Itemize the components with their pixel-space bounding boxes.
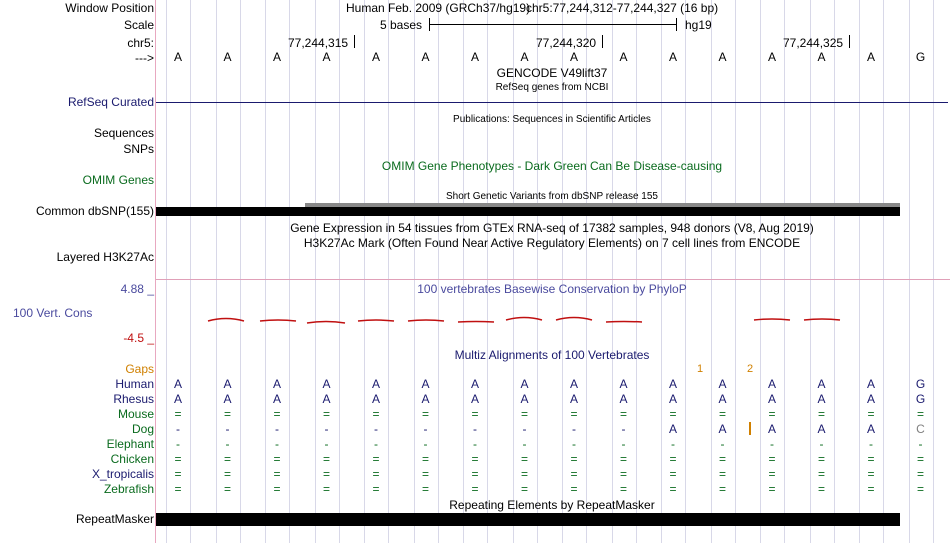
base-letter: A: [569, 377, 578, 391]
base-letter: =: [570, 452, 578, 466]
species-label-x-tropicalis[interactable]: X_tropicalis: [91, 467, 154, 481]
base-letter: -: [374, 437, 378, 451]
base-letter: A: [817, 50, 826, 64]
base-letter: -: [522, 422, 527, 436]
base-letter: =: [768, 482, 776, 496]
base-letter: =: [421, 467, 429, 481]
scale-bar: [429, 24, 677, 25]
base-letter: =: [223, 482, 231, 496]
base-letter: =: [223, 407, 231, 421]
base-letter: A: [569, 50, 578, 64]
cons-segment: [307, 322, 345, 324]
base-letter: -: [423, 422, 428, 436]
base-letter: -: [374, 422, 378, 436]
base-letter: A: [371, 50, 380, 64]
base-letter: =: [520, 407, 528, 421]
base-letter: =: [372, 452, 380, 466]
base-letter: =: [322, 467, 330, 481]
base-letter: A: [569, 392, 578, 406]
base-letter: -: [324, 437, 329, 451]
base-letter: G: [915, 392, 926, 406]
base-letter: =: [916, 482, 924, 496]
base-letter: =: [372, 482, 380, 496]
base-letter: A: [866, 377, 875, 391]
base-letter: A: [223, 377, 232, 391]
base-letter: -: [918, 437, 923, 451]
scale-label: Scale: [123, 18, 154, 32]
tick-label: 77,244,325: [783, 36, 844, 50]
gencode-track-title[interactable]: GENCODE V49lift37: [496, 66, 608, 80]
base-letter: A: [718, 50, 727, 64]
base-letter: G: [915, 50, 926, 64]
scale-bar-left-tick: [429, 18, 430, 31]
base-letter: A: [668, 392, 677, 406]
base-letter: A: [272, 50, 281, 64]
base-letter: A: [718, 377, 727, 391]
base-letter: -: [176, 437, 180, 451]
base-letter: =: [817, 482, 825, 496]
base-letter: =: [372, 407, 380, 421]
base-letter: A: [668, 377, 677, 391]
base-letter: =: [223, 452, 231, 466]
cons-segment: [208, 319, 244, 322]
conservation-track-title[interactable]: 100 vertebrates Basewise Conservation by PhyloP: [417, 282, 687, 296]
base-letter: =: [669, 467, 677, 481]
omim-track-title[interactable]: OMIM Gene Phenotypes - Dark Green Can Be Disease-causing: [381, 159, 723, 173]
base-letter: -: [572, 422, 576, 436]
base-letter: =: [619, 407, 627, 421]
dog-insertion-marker: [749, 422, 751, 435]
base-letter: =: [322, 452, 330, 466]
repeatmasker-track-title[interactable]: Repeating Elements by RepeatMasker: [449, 498, 655, 512]
base-letter: A: [817, 422, 826, 436]
cons-segment: [358, 320, 394, 321]
base-letter: A: [371, 377, 380, 391]
species-label-rhesus[interactable]: Rhesus: [113, 392, 154, 406]
base-letter: -: [869, 437, 873, 451]
base-letter: =: [867, 407, 875, 421]
base-letter: A: [173, 377, 182, 391]
base-letter: =: [223, 467, 231, 481]
tick-label: 77,244,320: [536, 36, 597, 50]
sequences-label[interactable]: Sequences: [93, 126, 154, 140]
cons-segment: [260, 320, 296, 321]
base-letter: A: [520, 50, 529, 64]
assembly-name: Human Feb. 2009 (GRCh37/hg19): [346, 1, 531, 15]
base-letter: A: [619, 377, 628, 391]
base-letter: =: [471, 452, 479, 466]
refseq-curated-label[interactable]: RefSeq Curated: [67, 95, 154, 109]
base-letter: =: [916, 467, 924, 481]
base-letter: =: [570, 407, 578, 421]
base-letter: =: [619, 452, 627, 466]
publications-title[interactable]: Publications: Sequences in Scientific Articles: [453, 114, 651, 125]
base-letter: =: [619, 482, 627, 496]
vert-cons-label[interactable]: 100 Vert. Cons: [13, 306, 93, 320]
base-letter: -: [671, 437, 675, 451]
base-letter: -: [423, 437, 428, 451]
base-letter: =: [174, 482, 182, 496]
base-letter: A: [520, 377, 529, 391]
cons-segment: [606, 322, 642, 323]
base-letter: =: [718, 452, 726, 466]
base-letter: =: [174, 452, 182, 466]
base-letter: =: [669, 407, 677, 421]
layered-h3k27ac-label[interactable]: Layered H3K27Ac: [56, 250, 154, 264]
scale-db: hg19: [685, 18, 712, 32]
base-letter: =: [322, 482, 330, 496]
base-letter: -: [572, 437, 576, 451]
species-label-dog[interactable]: Dog: [131, 422, 154, 436]
dbsnp-track-title[interactable]: Short Genetic Variants from dbSNP release 155: [446, 191, 658, 202]
base-letter: -: [621, 422, 626, 436]
base-letter: =: [867, 467, 875, 481]
base-letter: =: [273, 467, 281, 481]
base-letter: =: [718, 467, 726, 481]
base-letter: A: [668, 50, 677, 64]
chrom-label: chr5:: [127, 36, 154, 50]
gaps-label[interactable]: Gaps: [125, 362, 154, 376]
tick-label: 77,244,315: [288, 36, 349, 50]
base-letter: A: [173, 392, 182, 406]
base-letter: G: [915, 377, 926, 391]
base-letter: =: [471, 407, 479, 421]
base-letter: =: [817, 452, 825, 466]
base-letter: A: [767, 422, 776, 436]
repeatmasker-label[interactable]: RepeatMasker: [75, 512, 154, 526]
tick-mark: [849, 35, 850, 48]
base-letter: A: [470, 392, 479, 406]
base-letter: -: [819, 437, 824, 451]
base-letter: =: [718, 407, 726, 421]
base-letter: =: [916, 407, 924, 421]
base-letter: A: [470, 377, 479, 391]
base-letter: A: [272, 377, 281, 391]
base-letter: C: [916, 422, 925, 436]
base-letter: =: [817, 467, 825, 481]
base-letter: -: [621, 437, 626, 451]
conservation-max: 4.88 _: [120, 282, 154, 296]
tick-mark: [602, 35, 603, 48]
base-letter: =: [520, 452, 528, 466]
base-letter: -: [275, 422, 279, 436]
base-letter: A: [767, 377, 776, 391]
species-label-human[interactable]: Human: [115, 377, 154, 391]
base-letter: A: [322, 377, 331, 391]
base-letter: A: [817, 392, 826, 406]
refseq-genes-title[interactable]: RefSeq genes from NCBI: [495, 82, 609, 93]
strand-label[interactable]: --->: [135, 51, 154, 65]
base-letter: A: [322, 392, 331, 406]
base-letter: =: [421, 482, 429, 496]
repeatmasker-feature-bar[interactable]: [156, 513, 900, 526]
omim-genes-label[interactable]: OMIM Genes: [82, 173, 154, 187]
cons-segment: [804, 319, 840, 320]
h3k27ac-track-title[interactable]: H3K27Ac Mark (Often Found Near Active Regulatory Elements) on 7 cell lines from ENCODE: [303, 236, 801, 250]
base-letter: A: [619, 392, 628, 406]
base-letter: =: [867, 482, 875, 496]
base-letter: =: [867, 452, 875, 466]
base-letter: A: [718, 422, 727, 436]
base-letter: =: [174, 467, 182, 481]
conservation-wiggle[interactable]: [156, 300, 948, 340]
base-letter: -: [720, 437, 725, 451]
base-letter: =: [471, 482, 479, 496]
cons-segment: [754, 319, 790, 320]
base-letter: =: [273, 452, 281, 466]
base-letter: -: [225, 422, 230, 436]
base-letter: A: [223, 50, 232, 64]
window-position-value[interactable]: chr5:77,244,312-77,244,327 (16 bp): [526, 1, 719, 15]
cons-segment: [556, 318, 592, 321]
base-letter: -: [324, 422, 329, 436]
base-letter: =: [471, 467, 479, 481]
base-letter: A: [817, 377, 826, 391]
gap-count: 1: [696, 363, 704, 375]
base-letter: A: [866, 50, 875, 64]
base-letter: A: [866, 392, 875, 406]
refseq-curated-line[interactable]: [156, 102, 948, 103]
base-letter: =: [916, 452, 924, 466]
base-letter: =: [520, 467, 528, 481]
window-position-label: Window Position: [65, 1, 154, 15]
base-letter: =: [768, 452, 776, 466]
base-letter: A: [767, 50, 776, 64]
base-letter: =: [421, 452, 429, 466]
scale-bar-right-tick: [676, 18, 677, 31]
snps-label[interactable]: SNPs: [123, 142, 154, 156]
base-letter: -: [225, 437, 230, 451]
cons-segment: [506, 318, 542, 321]
base-letter: =: [718, 482, 726, 496]
base-letter: =: [520, 482, 528, 496]
base-letter: =: [817, 407, 825, 421]
species-label-mouse[interactable]: Mouse: [117, 407, 154, 421]
base-letter: =: [768, 467, 776, 481]
conservation-separator: [156, 279, 950, 280]
dbsnp-feature-bar[interactable]: [156, 207, 900, 216]
species-label-elephant[interactable]: Elephant: [106, 437, 154, 451]
dbsnp-label[interactable]: Common dbSNP(155): [35, 204, 154, 218]
base-letter: =: [273, 407, 281, 421]
base-letter: A: [767, 392, 776, 406]
cons-segment: [458, 322, 494, 323]
species-label-chicken[interactable]: Chicken: [110, 452, 154, 466]
base-letter: A: [619, 50, 628, 64]
base-letter: A: [866, 422, 875, 436]
base-letter: -: [176, 422, 180, 436]
base-letter: A: [421, 50, 430, 64]
base-letter: =: [768, 407, 776, 421]
base-letter: =: [174, 407, 182, 421]
base-letter: A: [322, 50, 331, 64]
tick-mark: [354, 35, 355, 48]
base-letter: -: [473, 437, 477, 451]
cons-segment: [408, 320, 444, 321]
base-letter: A: [470, 50, 479, 64]
base-letter: =: [669, 452, 677, 466]
base-letter: =: [570, 482, 578, 496]
base-letter: =: [669, 482, 677, 496]
base-letter: =: [372, 467, 380, 481]
base-letter: A: [421, 392, 430, 406]
gap-count: 2: [746, 363, 754, 375]
base-letter: =: [570, 467, 578, 481]
base-letter: =: [619, 467, 627, 481]
base-letter: A: [520, 392, 529, 406]
base-letter: -: [770, 437, 774, 451]
base-letter: -: [522, 437, 527, 451]
base-letter: =: [273, 482, 281, 496]
base-letter: A: [371, 392, 380, 406]
base-letter: A: [223, 392, 232, 406]
base-letter: A: [421, 377, 430, 391]
base-letter: -: [473, 422, 477, 436]
species-label-zebrafish[interactable]: Zebrafish: [103, 482, 154, 496]
multiz-track-title[interactable]: Multiz Alignments of 100 Vertebrates: [454, 348, 650, 362]
base-letter: A: [272, 392, 281, 406]
base-letter: A: [718, 392, 727, 406]
base-letter: -: [275, 437, 279, 451]
base-letter: =: [421, 407, 429, 421]
gtex-track-title[interactable]: Gene Expression in 54 tissues from GTEx RNA-seq of 17382 samples, 948 donors (V8, Aug 2019): [290, 221, 814, 235]
base-letter: =: [322, 407, 330, 421]
scale-text: 5 bases: [380, 18, 423, 32]
base-letter: A: [668, 422, 677, 436]
conservation-min: -4.5 _: [123, 331, 154, 345]
dbsnp-feature-gray-bar[interactable]: [305, 203, 900, 207]
base-letter: A: [173, 50, 182, 64]
